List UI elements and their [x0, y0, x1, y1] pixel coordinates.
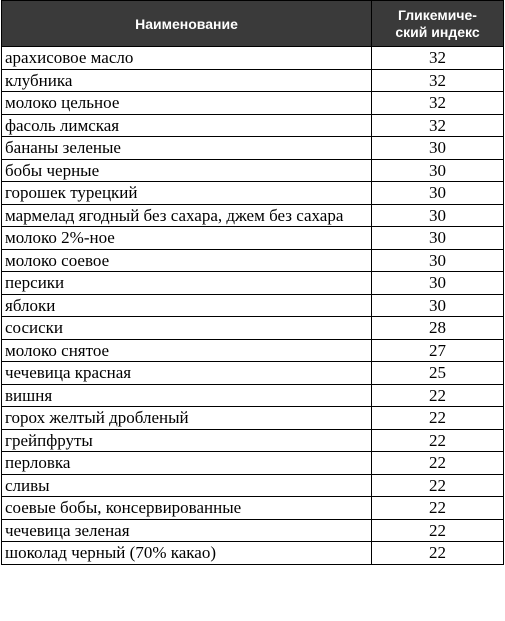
- cell-glycemic-index: 30: [372, 294, 504, 317]
- cell-glycemic-index: 22: [372, 429, 504, 452]
- table-row: [2, 227, 504, 250]
- cell-glycemic-index: 22: [372, 407, 504, 430]
- header-row: [2, 1, 504, 47]
- cell-glycemic-index: 30: [372, 272, 504, 295]
- cell-glycemic-index: 30: [372, 159, 504, 182]
- table-row: [2, 294, 504, 317]
- table-row: [2, 159, 504, 182]
- table-row: [2, 339, 504, 362]
- table-row: [2, 272, 504, 295]
- table-row: [2, 249, 504, 272]
- cell-glycemic-index: 22: [372, 452, 504, 475]
- table-row: [2, 452, 504, 475]
- cell-glycemic-index: 30: [372, 227, 504, 250]
- cell-product-name: вишня: [2, 384, 372, 407]
- table-row: [2, 519, 504, 542]
- cell-product-name: яблоки: [2, 294, 372, 317]
- cell-product-name: горох желтый дробленый: [2, 407, 372, 430]
- table-row: [2, 542, 504, 565]
- cell-glycemic-index: 22: [372, 384, 504, 407]
- table-row: [2, 47, 504, 70]
- cell-product-name: клубника: [2, 69, 372, 92]
- table-row: [2, 69, 504, 92]
- table-row: [2, 204, 504, 227]
- cell-product-name: арахисовое масло: [2, 47, 372, 70]
- cell-product-name: бананы зеленые: [2, 137, 372, 160]
- table-row: [2, 407, 504, 430]
- cell-product-name: молоко снятое: [2, 339, 372, 362]
- cell-product-name: молоко цельное: [2, 92, 372, 115]
- cell-product-name: чечевица зеленая: [2, 519, 372, 542]
- cell-product-name: грейпфруты: [2, 429, 372, 452]
- table-row: [2, 182, 504, 205]
- table-row: [2, 474, 504, 497]
- cell-glycemic-index: 30: [372, 249, 504, 272]
- cell-product-name: горошек турецкий: [2, 182, 372, 205]
- cell-glycemic-index: 22: [372, 474, 504, 497]
- header-glycemic-index: [372, 1, 504, 47]
- glycemic-index-table: [1, 0, 504, 565]
- table-row: [2, 362, 504, 385]
- cell-glycemic-index: 30: [372, 204, 504, 227]
- cell-product-name: шоколад черный (70% какао): [2, 542, 372, 565]
- table-row: [2, 384, 504, 407]
- table-row: [2, 137, 504, 160]
- cell-product-name: персики: [2, 272, 372, 295]
- table-row: [2, 497, 504, 520]
- cell-glycemic-index: 32: [372, 69, 504, 92]
- table-body: [2, 47, 504, 565]
- cell-product-name: фасоль лимская: [2, 114, 372, 137]
- cell-glycemic-index: 32: [372, 47, 504, 70]
- cell-product-name: перловка: [2, 452, 372, 475]
- cell-glycemic-index: 22: [372, 519, 504, 542]
- header-gi-line-1: Гликемиче-: [398, 6, 477, 23]
- cell-glycemic-index: 30: [372, 137, 504, 160]
- cell-product-name: сосиски: [2, 317, 372, 340]
- header-gi-line-2: ский индекс: [395, 23, 480, 40]
- cell-product-name: чечевица красная: [2, 362, 372, 385]
- cell-glycemic-index: 28: [372, 317, 504, 340]
- cell-glycemic-index: 25: [372, 362, 504, 385]
- cell-product-name: соевые бобы, консервированные: [2, 497, 372, 520]
- cell-glycemic-index: 27: [372, 339, 504, 362]
- cell-product-name: мармелад ягодный без сахара, джем без сахара: [2, 204, 372, 227]
- table-row: [2, 92, 504, 115]
- table-row: [2, 317, 504, 340]
- cell-glycemic-index: 32: [372, 114, 504, 137]
- cell-glycemic-index: 22: [372, 497, 504, 520]
- header-name: Наименование: [2, 1, 372, 47]
- cell-product-name: молоко соевое: [2, 249, 372, 272]
- cell-product-name: молоко 2%-ное: [2, 227, 372, 250]
- cell-glycemic-index: 32: [372, 92, 504, 115]
- cell-glycemic-index: 30: [372, 182, 504, 205]
- cell-glycemic-index: 22: [372, 542, 504, 565]
- cell-product-name: сливы: [2, 474, 372, 497]
- table-header: [2, 1, 504, 47]
- table-row: [2, 429, 504, 452]
- table-row: [2, 114, 504, 137]
- cell-product-name: бобы черные: [2, 159, 372, 182]
